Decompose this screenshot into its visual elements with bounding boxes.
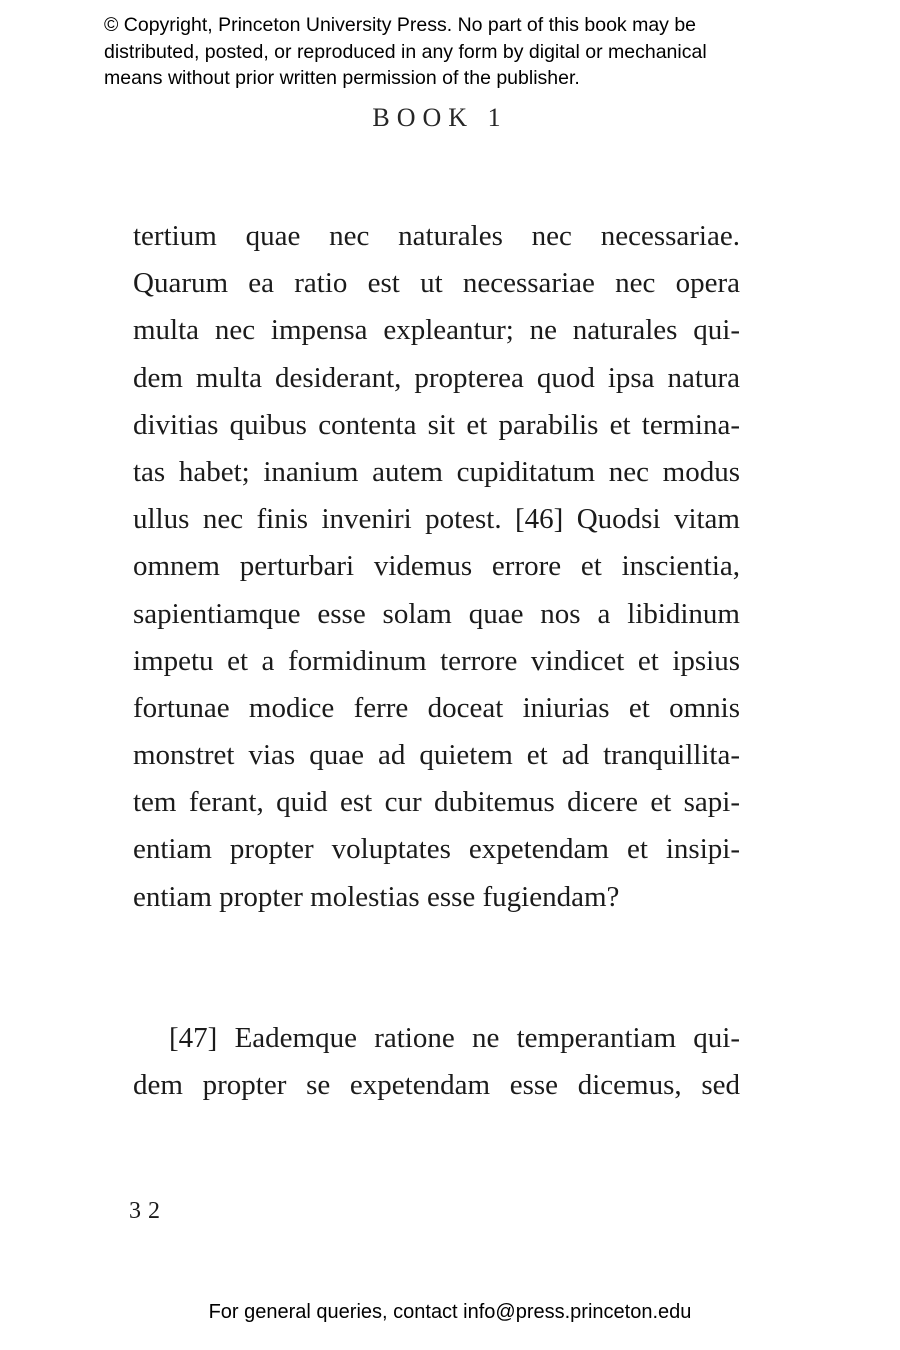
copyright-line: distributed, posted, or reproduced in any form by digital or mechanical [104,40,707,63]
running-head: BOOK 1 [372,103,508,132]
text-line: omnem perturbari videmus errore et inscientia, [133,550,740,583]
text-line: Quarum ea ratio est ut necessariae nec opera [133,267,740,300]
text-line: divitias quibus contenta sit et parabilis et termina- [133,408,740,441]
text-line: sapientiamque esse solam quae nos a libidinum [133,597,740,630]
text-line: monstret vias quae ad quietem et ad tranquillita- [133,739,740,772]
body-text [133,213,740,1109]
text-line: tas habet; inanium autem cupiditatum nec modus [133,455,740,488]
copyright-notice [104,12,707,92]
paragraph [133,213,740,921]
text-line: impetu et a formidinum terrore vindicet et ipsius [133,644,740,677]
page-number: 32 [129,1198,167,1224]
text-line: entiam propter molestias esse fugiendam? [133,880,620,913]
text-line: fortunae modice ferre doceat iniurias et omnis [133,691,740,724]
text-line: dem propter se expetendam esse dicemus, sed [133,1069,740,1101]
copyright-line: © Copyright, Princeton University Press. No part of this book may be [104,14,697,36]
text-line: dem multa desiderant, propterea quod ipsa natura [133,361,740,394]
copyright-line: means without prior written permission of the publisher. [104,67,580,89]
text-line: multa nec impensa expleantur; ne naturales qui- [133,314,740,347]
text-line: [47] Eademque ratione ne temperantiam qui- [169,1021,740,1054]
text-line: tem ferant, quid est cur dubitemus dicere et sapi- [133,786,740,819]
footer-note: For general queries, contact info@press.princeton.edu [208,1301,692,1323]
text-line: entiam propter voluptates expetendam et insipi- [133,833,740,866]
text-line: tertium quae nec naturales nec necessariae. [133,220,740,252]
text-line: ullus nec finis inveniri potest. [46] Quodsi vitam [133,503,740,536]
paragraph [133,1015,740,1109]
